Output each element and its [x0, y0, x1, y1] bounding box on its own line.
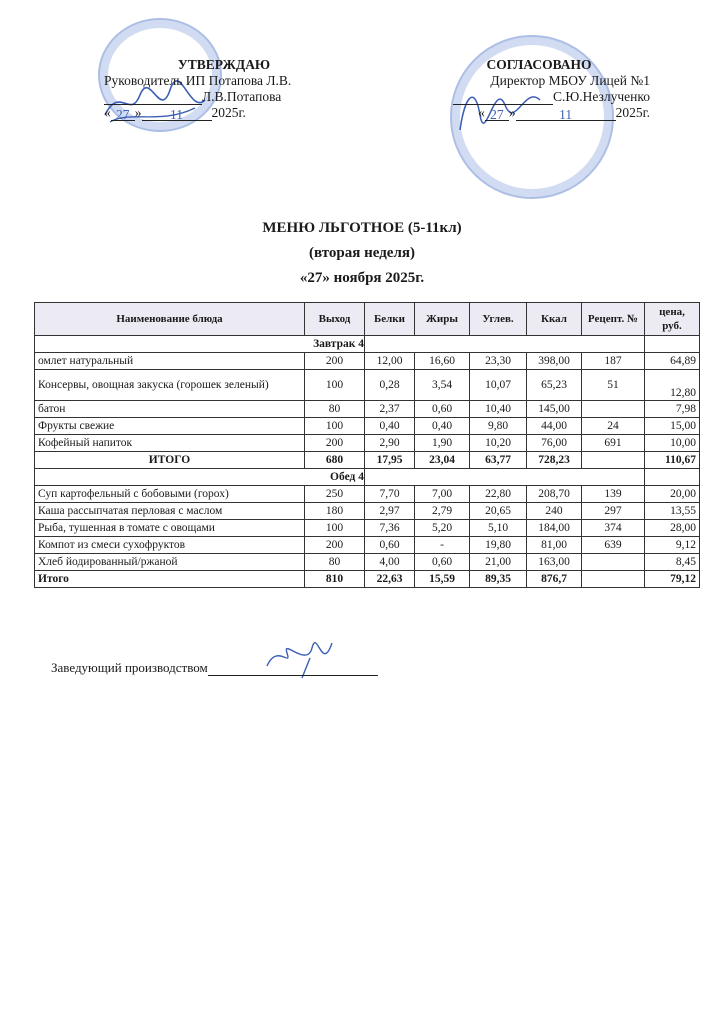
header-yield: Выход — [305, 303, 365, 336]
approval-position: Директор МБОУ Лицей №1 — [490, 73, 650, 88]
menu-table — [34, 302, 700, 588]
dish-fat: - — [415, 537, 470, 554]
dish-yield: 200 — [305, 435, 365, 452]
total-protein: 17,95 — [365, 452, 415, 469]
dish-fat: 1,90 — [415, 435, 470, 452]
quote-open: « — [478, 105, 485, 120]
header-recipe-number: Рецепт. № — [582, 303, 645, 336]
total-fat: 23,04 — [415, 452, 470, 469]
approval-name-line — [428, 89, 650, 105]
quote-close: » — [508, 105, 516, 120]
dish-fat: 16,60 — [415, 353, 470, 370]
dish-protein: 7,36 — [365, 520, 415, 537]
total-yield: 680 — [305, 452, 365, 469]
approval-heading: СОГЛАСОВАНО — [486, 57, 592, 72]
dish-kcal: 81,00 — [527, 537, 582, 554]
signature-line — [208, 661, 378, 676]
dish-price: 15,00 — [645, 418, 700, 435]
dish-carbs: 20,65 — [470, 503, 527, 520]
dish-price: 28,00 — [645, 520, 700, 537]
dish-protein: 0,28 — [365, 370, 415, 401]
table-header-row — [35, 303, 700, 336]
dish-carbs: 22,80 — [470, 486, 527, 503]
header-protein: Белки — [365, 303, 415, 336]
dish-price: 10,00 — [645, 435, 700, 452]
approval-name: Л.В.Потапова — [202, 89, 282, 104]
dish-kcal: 184,00 — [527, 520, 582, 537]
dish-yield: 200 — [305, 537, 365, 554]
title-line-2: (вторая неделя) — [309, 245, 415, 261]
approval-block-left — [104, 57, 344, 121]
total-row-lunch — [35, 571, 700, 588]
approval-name: С.Ю.Незлученко — [553, 89, 650, 104]
dish-kcal: 163,00 — [527, 554, 582, 571]
table-row — [35, 370, 700, 401]
table-row — [35, 520, 700, 537]
dish-kcal: 240 — [527, 503, 582, 520]
section-row-lunch — [35, 469, 700, 486]
dish-yield: 100 — [305, 418, 365, 435]
section-title: Обед 4 — [35, 469, 365, 486]
dish-yield: 100 — [305, 520, 365, 537]
total-carbs: 63,77 — [470, 452, 527, 469]
dish-kcal: 76,00 — [527, 435, 582, 452]
dish-recipe: 639 — [582, 537, 645, 554]
dish-kcal: 65,23 — [527, 370, 582, 401]
approval-month: 11 — [142, 107, 212, 121]
approval-year: 2025г. — [615, 105, 650, 120]
dish-fat: 0,60 — [415, 401, 470, 418]
dish-yield: 250 — [305, 486, 365, 503]
dish-yield: 80 — [305, 554, 365, 571]
quote-close: » — [134, 105, 142, 120]
signature-line — [104, 91, 202, 105]
dish-kcal: 145,00 — [527, 401, 582, 418]
dish-name: Кофейный напиток — [35, 435, 305, 452]
dish-protein: 2,37 — [365, 401, 415, 418]
dish-kcal: 208,70 — [527, 486, 582, 503]
section-title: Завтрак 4 — [35, 336, 365, 353]
approval-day: 27 — [111, 107, 135, 121]
table-row — [35, 486, 700, 503]
quote-open: « — [104, 105, 111, 120]
total-price: 110,67 — [645, 452, 700, 469]
dish-protein: 2,90 — [365, 435, 415, 452]
total-label: Итого — [35, 571, 305, 588]
dish-yield: 100 — [305, 370, 365, 401]
header-kcal: Ккал — [527, 303, 582, 336]
dish-name: батон — [35, 401, 305, 418]
section-price-empty — [645, 336, 700, 353]
section-spacer — [365, 469, 645, 486]
total-price: 79,12 — [645, 571, 700, 588]
dish-protein: 2,97 — [365, 503, 415, 520]
approval-date-line — [428, 105, 650, 121]
dish-kcal: 44,00 — [527, 418, 582, 435]
dish-recipe: 187 — [582, 353, 645, 370]
approval-year: 2025г. — [211, 105, 246, 120]
dish-carbs: 9,80 — [470, 418, 527, 435]
dish-recipe — [582, 401, 645, 418]
dish-carbs: 10,20 — [470, 435, 527, 452]
dish-price: 8,45 — [645, 554, 700, 571]
dish-fat: 3,54 — [415, 370, 470, 401]
dish-recipe: 297 — [582, 503, 645, 520]
dish-name: Хлеб йодированный/ржаной — [35, 554, 305, 571]
dish-fat: 0,40 — [415, 418, 470, 435]
dish-protein: 12,00 — [365, 353, 415, 370]
dish-price: 13,55 — [645, 503, 700, 520]
dish-recipe — [582, 554, 645, 571]
total-row-breakfast — [35, 452, 700, 469]
dish-name: омлет натуральный — [35, 353, 305, 370]
total-carbs: 89,35 — [470, 571, 527, 588]
total-recipe — [582, 571, 645, 588]
total-fat: 15,59 — [415, 571, 470, 588]
table-row — [35, 401, 700, 418]
dish-carbs: 10,07 — [470, 370, 527, 401]
dish-protein: 0,40 — [365, 418, 415, 435]
dish-price: 12,80 — [645, 370, 700, 401]
dish-price: 9,12 — [645, 537, 700, 554]
dish-recipe: 374 — [582, 520, 645, 537]
total-recipe — [582, 452, 645, 469]
dish-carbs: 5,10 — [470, 520, 527, 537]
dish-carbs: 23,30 — [470, 353, 527, 370]
approval-day: 27 — [485, 107, 509, 121]
total-protein: 22,63 — [365, 571, 415, 588]
header-dish-name: Наименование блюда — [35, 303, 305, 336]
dish-name: Рыба, тушенная в томате с овощами — [35, 520, 305, 537]
total-kcal: 728,23 — [527, 452, 582, 469]
dish-name: Каша рассыпчатая перловая с маслом — [35, 503, 305, 520]
dish-name: Фрукты свежие — [35, 418, 305, 435]
title-line-3: «27» ноября 2025г. — [299, 270, 425, 286]
dish-recipe: 24 — [582, 418, 645, 435]
dish-kcal: 398,00 — [527, 353, 582, 370]
footer-signature — [51, 660, 378, 676]
total-yield: 810 — [305, 571, 365, 588]
table-row — [35, 503, 700, 520]
dish-price: 64,89 — [645, 353, 700, 370]
title-line-1: МЕНЮ ЛЬГОТНОЕ (5-11кл) — [262, 220, 462, 236]
dish-recipe: 691 — [582, 435, 645, 452]
dish-fat: 7,00 — [415, 486, 470, 503]
dish-recipe: 139 — [582, 486, 645, 503]
footer-label: Заведующий производством — [51, 660, 208, 675]
dish-fat: 2,79 — [415, 503, 470, 520]
approval-name-line — [104, 89, 344, 105]
section-spacer — [365, 336, 645, 353]
table-row — [35, 435, 700, 452]
dish-protein: 7,70 — [365, 486, 415, 503]
dish-yield: 80 — [305, 401, 365, 418]
document-title — [0, 216, 724, 291]
dish-name: Суп картофельный с бобовыми (горох) — [35, 486, 305, 503]
total-label: ИТОГО — [35, 452, 305, 469]
header-fat: Жиры — [415, 303, 470, 336]
dish-price: 20,00 — [645, 486, 700, 503]
header-price: цена, руб. — [645, 303, 700, 336]
header-carbs: Углев. — [470, 303, 527, 336]
dish-yield: 180 — [305, 503, 365, 520]
dish-fat: 5,20 — [415, 520, 470, 537]
dish-price: 7,98 — [645, 401, 700, 418]
total-kcal: 876,7 — [527, 571, 582, 588]
table-row — [35, 537, 700, 554]
dish-protein: 0,60 — [365, 537, 415, 554]
table-row — [35, 353, 700, 370]
dish-carbs: 21,00 — [470, 554, 527, 571]
table-row — [35, 418, 700, 435]
signature-line — [453, 91, 553, 105]
approval-month: 11 — [516, 107, 616, 121]
approval-block-right — [428, 57, 650, 121]
dish-protein: 4,00 — [365, 554, 415, 571]
dish-recipe: 51 — [582, 370, 645, 401]
table-row — [35, 554, 700, 571]
dish-name: Компот из смеси сухофруктов — [35, 537, 305, 554]
approval-date-line — [104, 105, 344, 121]
approval-position: Руководитель ИП Потапова Л.В. — [104, 73, 292, 88]
dish-carbs: 19,80 — [470, 537, 527, 554]
dish-carbs: 10,40 — [470, 401, 527, 418]
dish-name: Консервы, овощная закуска (горошек зеленый) — [35, 370, 305, 401]
section-row-breakfast — [35, 336, 700, 353]
approval-heading: УТВЕРЖДАЮ — [177, 57, 271, 72]
dish-fat: 0,60 — [415, 554, 470, 571]
section-price-empty — [645, 469, 700, 486]
dish-yield: 200 — [305, 353, 365, 370]
